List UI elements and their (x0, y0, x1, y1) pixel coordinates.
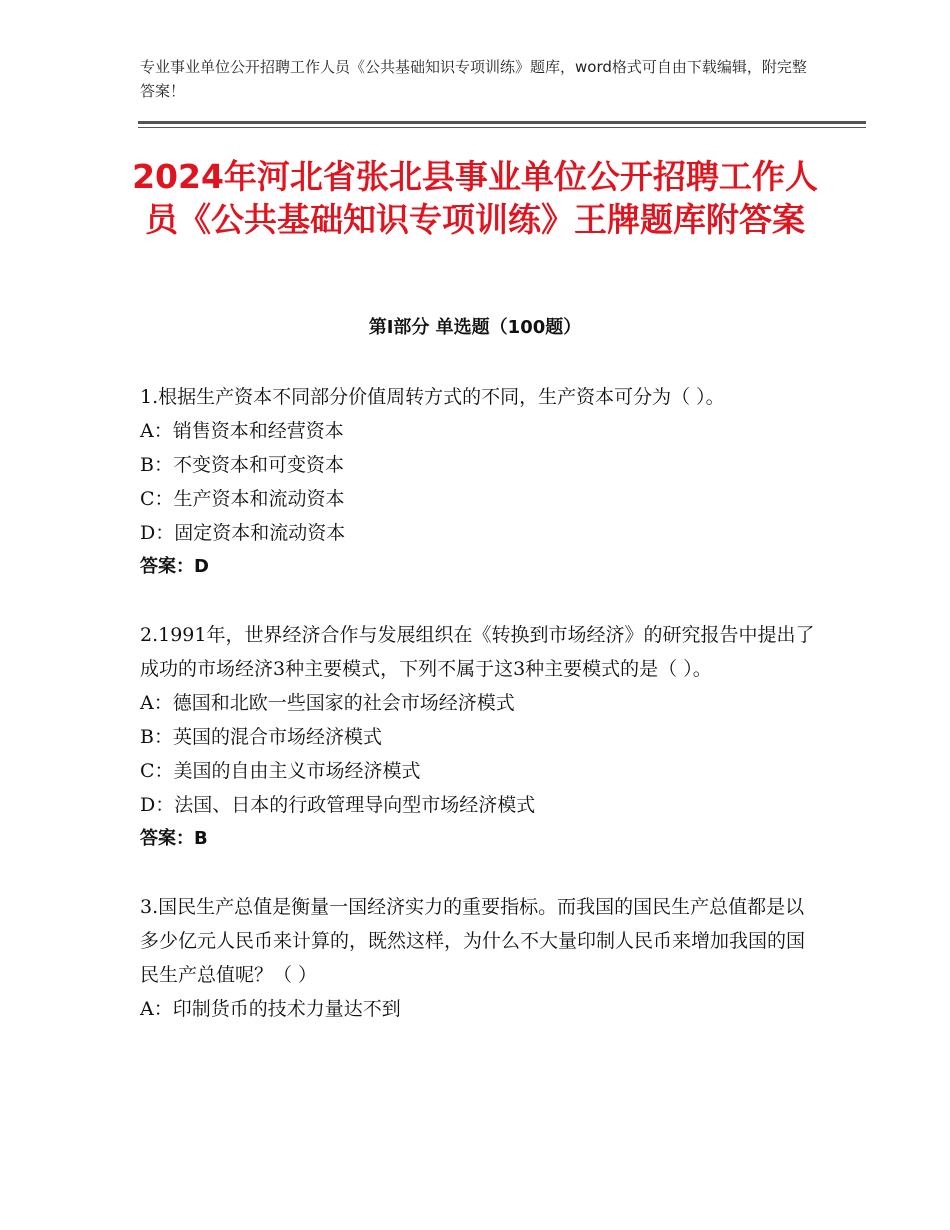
header-rule-thin (138, 127, 866, 128)
option-d: D：法国、日本的行政管理导向型市场经济模式 (140, 794, 536, 816)
option-b: B：不变资本和可变资本 (140, 454, 344, 476)
document-title: 2024年河北省张北县事业单位公开招聘工作人员《公共基础知识专项训练》王牌题库附答案 (132, 157, 818, 239)
option-b: B：英国的混合市场经济模式 (140, 726, 382, 748)
question-3 (140, 890, 820, 1026)
option-a: A：印制货币的技术力量达不到 (140, 998, 401, 1020)
question-stem: 3.国民生产总值是衡量一国经济实力的重要指标。而我国的国民生产总值都是以多少亿元人民币来计算的，既然这样，为什么不大量印制人民币来增加我国的国民生产总值呢？（ ） (140, 896, 806, 986)
option-c: C：生产资本和流动资本 (140, 488, 345, 510)
option-d: D：固定资本和流动资本 (140, 522, 346, 544)
header-note: 专业事业单位公开招聘工作人员《公共基础知识专项训练》题库，word格式可自由下载编辑，附完整答案！ (140, 58, 807, 100)
question-stem: 2.1991年，世界经济合作与发展组织在《转换到市场经济》的研究报告中提出了成功的市场经济3种主要模式，下列不属于这3种主要模式的是（ ）。 (140, 624, 815, 680)
option-a: A：销售资本和经营资本 (140, 420, 344, 442)
header-rule-thick (138, 121, 866, 124)
option-c: C：美国的自由主义市场经济模式 (140, 760, 421, 782)
answer: 答案：B (140, 828, 208, 849)
question-stem: 1.根据生产资本不同部分价值周转方式的不同，生产资本可分为（ ）。 (140, 386, 725, 408)
question-2 (140, 618, 820, 856)
question-list (140, 380, 820, 1060)
question-1 (140, 380, 820, 584)
option-a: A：德国和北欧一些国家的社会市场经济模式 (140, 692, 515, 714)
answer: 答案：D (140, 556, 209, 577)
section-title: 第I部分 单选题（100题） (368, 317, 582, 338)
